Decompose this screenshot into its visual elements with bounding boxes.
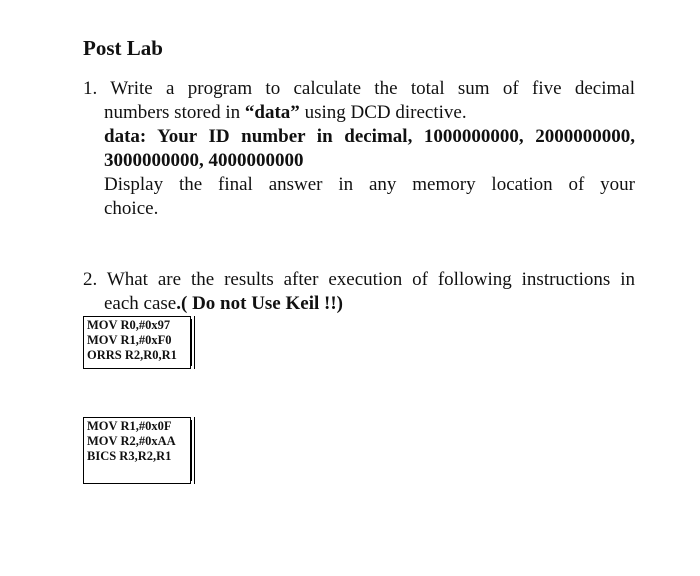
code-line: MOV R2,#0xAA: [87, 434, 176, 448]
question-1: [83, 77, 635, 221]
code-line: MOV R0,#0x97: [87, 318, 171, 332]
code-box-case-1: [83, 316, 191, 369]
question-2-line-1: 2. What are the results after execution of following instructions in: [83, 269, 635, 290]
question-1-line-1: 1. Write a program to calculate the total sum of five decimal: [83, 78, 635, 99]
code-box-case-2: [83, 417, 191, 484]
code-line: ORRS R2,R0,R1: [87, 348, 177, 362]
question-2: [83, 268, 635, 316]
data-keyword: “data”: [244, 102, 300, 123]
question-2-line-2: [83, 292, 635, 316]
question-1-line-2: [83, 101, 635, 125]
question-2-text: each case: [104, 293, 177, 314]
code-line: BICS R3,R2,R1: [87, 449, 172, 463]
display-instruction-line-1: Display the final answer in any memory location of your: [104, 174, 635, 195]
display-instruction-line-2: choice.: [104, 198, 159, 219]
code-line: MOV R1,#0x0F: [87, 419, 172, 433]
question-1-text-end: using DCD directive.: [299, 102, 467, 123]
keil-note: .( Do not Use Keil !!): [176, 293, 343, 314]
page-title: Post Lab: [83, 36, 163, 60]
data-values-line-1: data: Your ID number in decimal, 1000000000, 2000000000,: [104, 126, 635, 147]
code-line: MOV R1,#0xF0: [87, 333, 172, 347]
data-values-line-2: 3000000000, 4000000000: [104, 150, 304, 171]
question-1-text: numbers stored in: [104, 102, 245, 123]
